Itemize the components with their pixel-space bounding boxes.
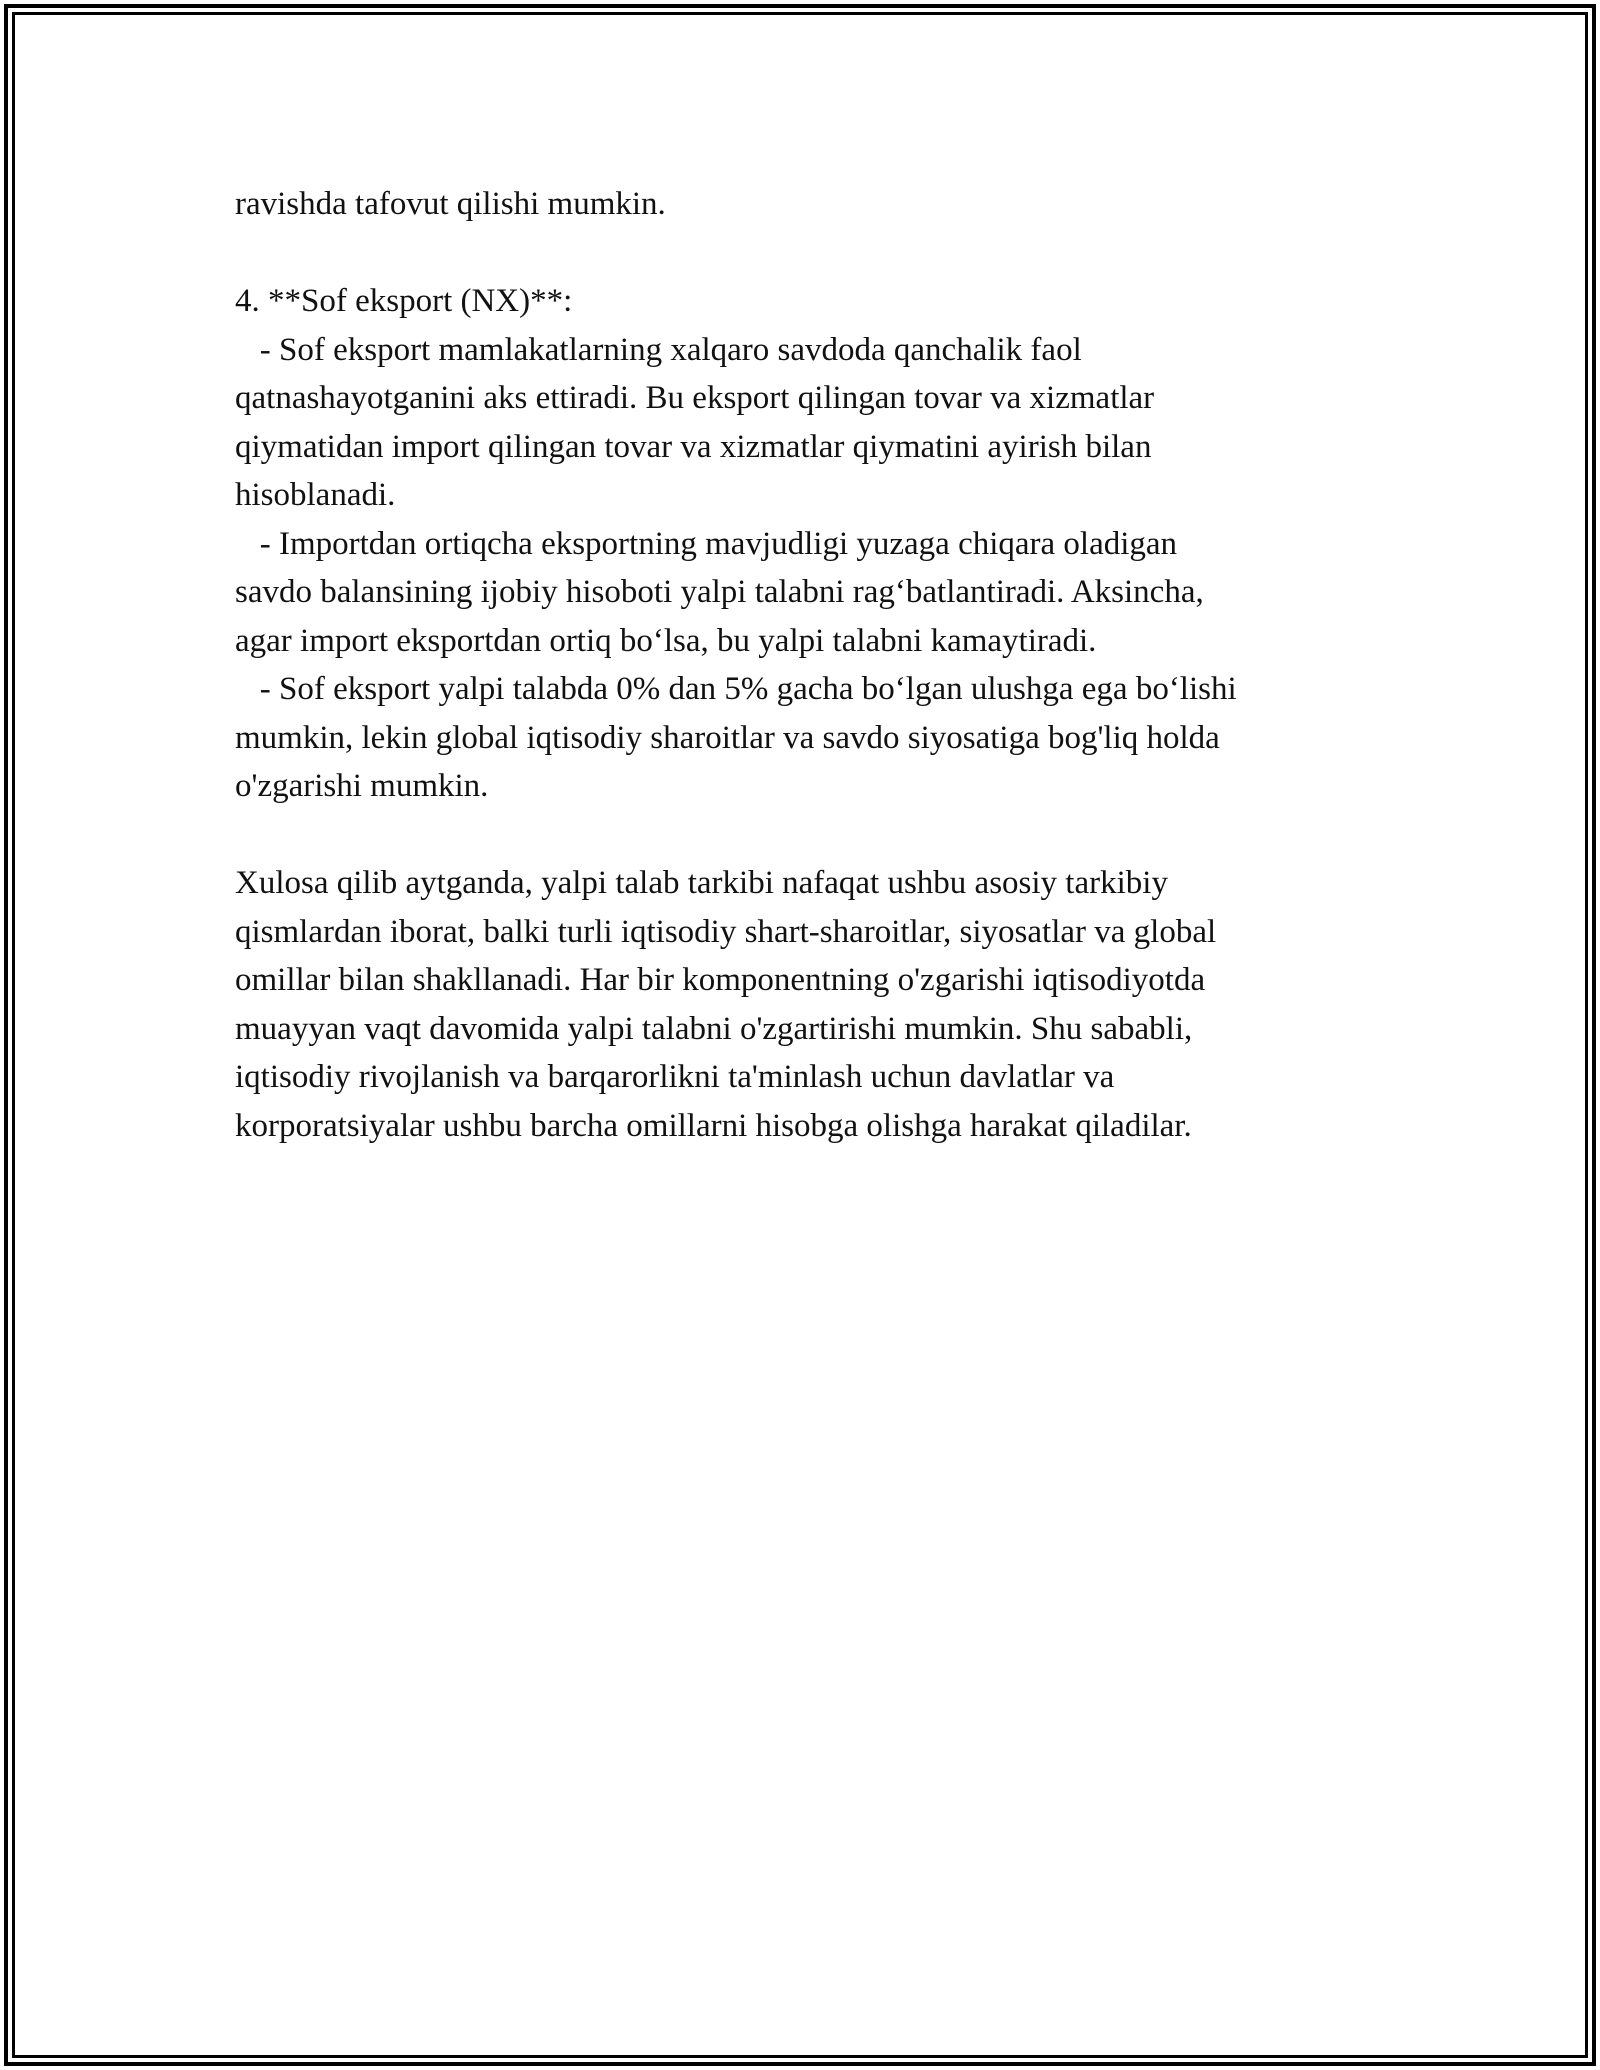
text-line: - Sof eksport mamlakatlarning xalqaro savdoda qanchalik faol xyxy=(235,331,1082,368)
bullet-net-export-definition xyxy=(235,326,1365,520)
paragraph-spacer xyxy=(235,811,1365,860)
text-line: muayyan vaqt davomida yalpi talabni o'zgartirishi mumkin. Shu sababli, xyxy=(235,1010,1193,1047)
text-line: - Importdan ortiqcha eksportning mavjudligi yuzaga chiqara oladigan xyxy=(235,525,1178,562)
section-heading: 4. **Sof eksport (NX)**: xyxy=(235,283,573,319)
text-line: hisoblanadi. xyxy=(235,477,396,513)
text-line: Xulosa qilib aytganda, yalpi talab tarkibi nafaqat ushbu asosiy tarkibiy xyxy=(235,865,1168,901)
bullet-share-of-demand xyxy=(235,665,1365,811)
text-line: korporatsiyalar ushbu barcha omillarni hisobga olishga harakat qiladilar. xyxy=(235,1107,1192,1144)
document-body xyxy=(235,180,1365,1150)
paragraph-spacer xyxy=(235,229,1365,278)
text-line: agar import eksportdan ortiq bo‘lsa, bu yalpi talabni kamaytiradi. xyxy=(235,622,1097,659)
text-line: qismlardan iborat, balki turli iqtisodiy shart-sharoitlar, siyosatlar va global xyxy=(235,913,1217,950)
conclusion-paragraph xyxy=(235,859,1365,1150)
text-line: qatnashayotganini aks ettiradi. Bu eksport qilingan tovar va xizmatlar xyxy=(235,380,1155,416)
text-line: iqtisodiy rivojlanish va barqarorlikni ta'minlash uchun davlatlar va xyxy=(235,1059,1115,1095)
text-line: savdo balansining ijobiy hisoboti yalpi talabni rag‘batlantiradi. Aksincha, xyxy=(235,574,1204,610)
text-line: - Sof eksport yalpi talabda 0% dan 5% gacha bo‘lgan ulushga ega bo‘lishi xyxy=(235,671,1237,707)
bullet-trade-balance xyxy=(235,520,1365,666)
text-line: omillar bilan shakllanadi. Har bir komponentning o'zgarishi iqtisodiyotda xyxy=(235,962,1206,998)
continuation-line: ravishda tafovut qilishi mumkin. xyxy=(235,186,666,222)
text-line: qiymatidan import qilingan tovar va xizmatlar qiymatini ayirish bilan xyxy=(235,428,1152,465)
text-line: mumkin, lekin global iqtisodiy sharoitlar va savdo siyosatiga bog'liq holda xyxy=(235,719,1220,756)
text-line: o'zgarishi mumkin. xyxy=(235,768,489,804)
